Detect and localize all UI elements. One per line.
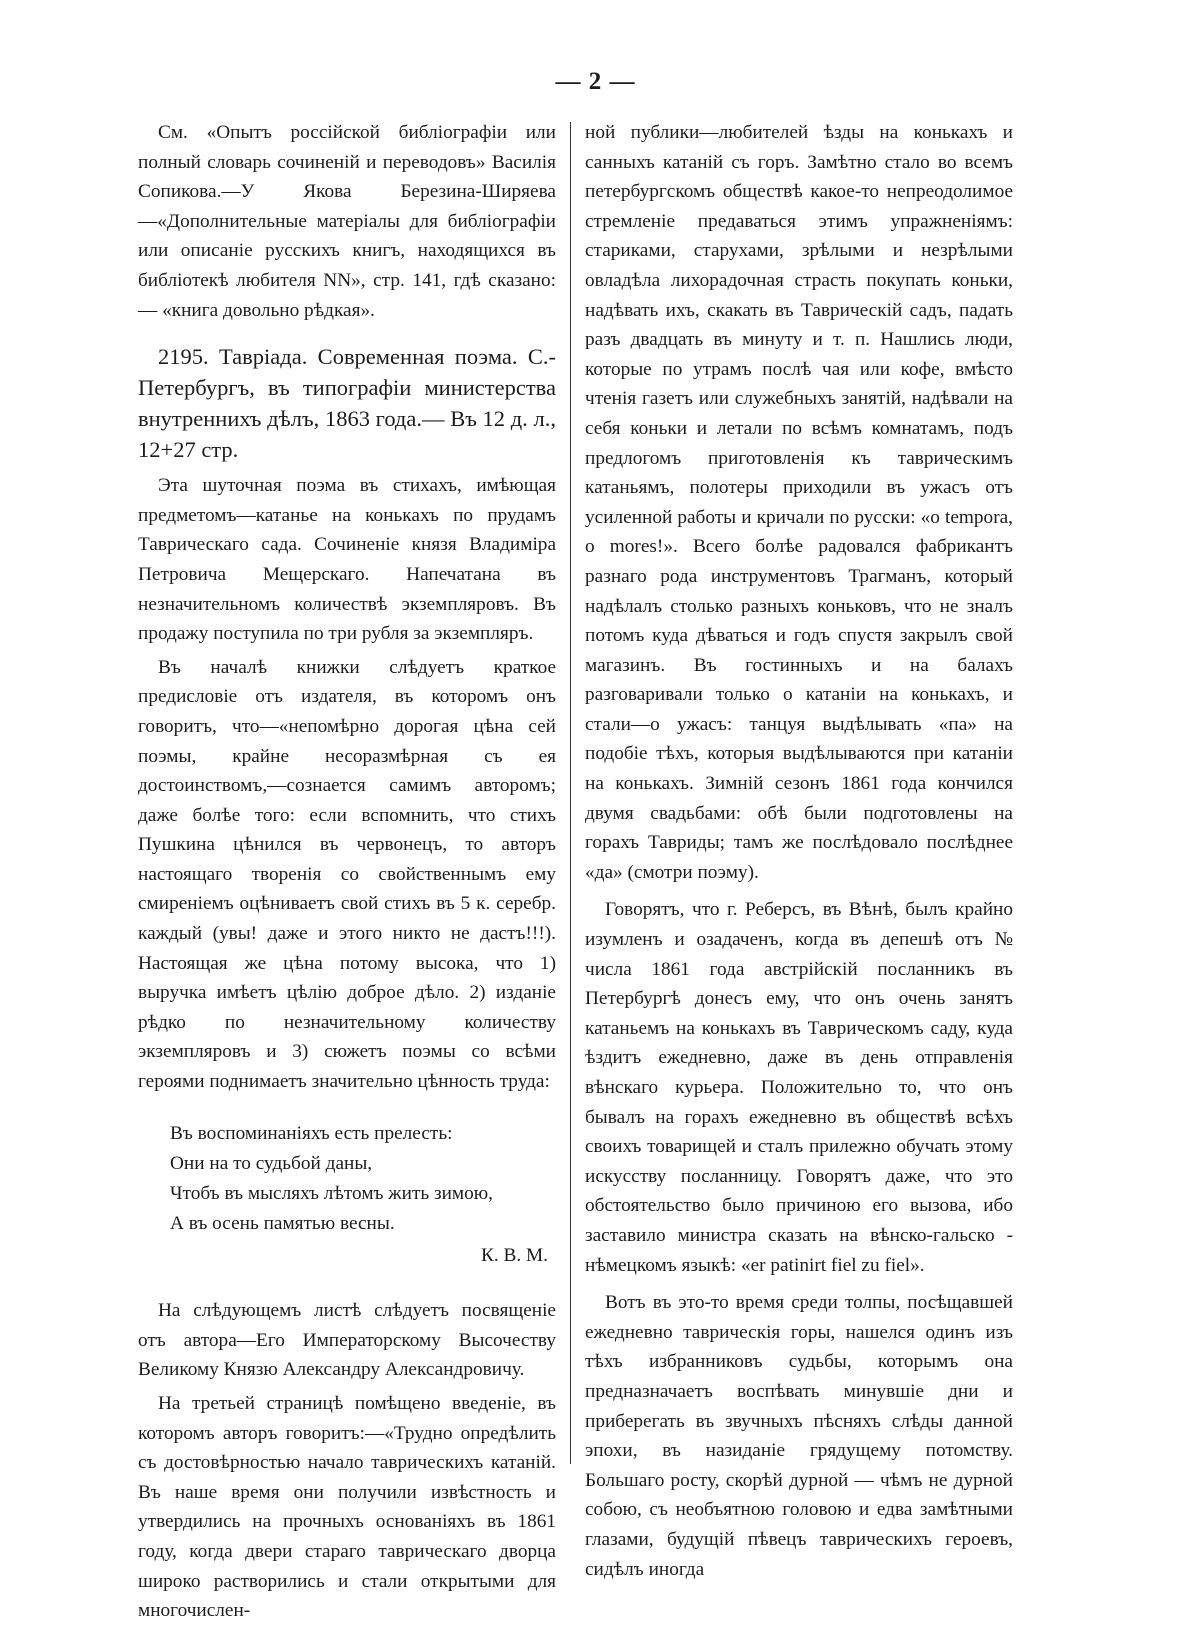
paragraph-introduction: На третьей страницѣ помѣщено введеніе, въ которомъ авторъ говоритъ:—«Трудно опредѣлить съ достовѣрностью начало таврическихъ катаній. Въ наше время они получили извѣстность и утвердились на прочныхъ основаніяхъ въ 1861 году, когда двери стараго таврическаго дворца широко растворились и стали открытыми для многочислен- (138, 1393, 556, 1622)
column-divider (570, 122, 571, 1464)
left-column (138, 118, 556, 1626)
paragraph-reference: См. «Опытъ россійской библіографіи или полный словарь сочиненій и переводовъ» Василія Сопикова.—У Якова Березина-Ширяева—«Дополнительные матеріалы для библіографіи или описаніе русскихъ книгъ, находящихся въ библіотекѣ любителя NN», стр. 141, гдѣ сказано: — «книга довольно рѣдкая». (138, 122, 556, 321)
page-number: — 2 — (555, 68, 636, 95)
verse-quote (170, 1119, 556, 1239)
paragraph-preface: Въ началѣ книжки слѣдуетъ краткое предисловіе отъ издателя, въ которомъ онъ говоритъ, что—«непомѣрно дорогая цѣна сей поэмы, крайне несоразмѣрная съ ея достоинствомъ,—сознается самимъ авторомъ; даже болѣе того: если вспомнить, что стихъ Пушкина цѣнился въ червонецъ, то авторъ настоящаго творенія со свойственнымъ ему смиреніемъ оцѣниваетъ свой стихъ въ 5 к. серебр. каждый (увы! даже и этого никто не дастъ!!!). Настоящая же цѣна потому высока, что 1) выручка имѣетъ цѣлію доброе дѣло. 2) изданіе рѣдко по незначительному количеству экземпляровъ и 3) сюжетъ поэмы со всѣми героями поднимаетъ значительно цѣнность труда: (138, 656, 556, 1093)
paragraph-description: Эта шуточная поэма въ стихахъ, имѣющая предметомъ—катанье на конькахъ по прудамъ Таврическаго сада. Сочиненіе князя Владиміра Петровича Мещерскаго. Напечатана въ незначительномъ количествѣ экземпляровъ. Въ продажу поступила по три рубля за экземпляръ. (138, 475, 556, 645)
paragraph-poet: Вотъ въ это-то время среди толпы, посѣщавшей ежедневно таврическія горы, нашелся одинъ изъ тѣхъ избранниковъ судьбы, которымъ она предназначаетъ воспѣвать минувшіе дни и приберегать въ звучныхъ пѣсняхъ слѣды данной эпохи, въ назиданіе грядущему потомству. Большаго росту, скорѣй дурной — чѣмъ не дурной собою, съ необъятною головою и едва замѣтными глазами, будущій пѣвецъ таврическихъ героевъ, сидѣлъ иногда (585, 1292, 1013, 1580)
verse-line: Въ воспоминаніяхъ есть прелесть: (170, 1122, 453, 1144)
entry-title: Тавріада. Современная поэма. С.-Петербургъ, въ типографіи министерства внутреннихъ дѣлъ, 1863 года.— Въ 12 д. л., 12+27 стр. (138, 344, 556, 463)
verse-line: Они на то судьбой даны, (170, 1152, 373, 1174)
right-column (585, 118, 1013, 1584)
entry-number: 2195. (158, 344, 209, 370)
paragraph-dedication: На слѣдующемъ листѣ слѣдуетъ посвященіе отъ автора—Его Императорскому Высочеству Великому Князю Александру Александровичу. (138, 1300, 556, 1381)
verse-line: А въ осень памятью весны. (170, 1212, 395, 1234)
paragraph-continuation: ной публики—любителей ѣзды на конькахъ и санныхъ катаній съ горъ. Замѣтно стало во всемъ петербургскомъ обществѣ какое-то непреодолимое стремленіе предаваться этимъ упражненіямъ: стариками, старухами, зрѣлыми и незрѣлыми овладѣла лихорадочная страсть покупать коньки, надѣвать ихъ, скакать въ Таврическій садъ, падать разъ двадцать въ минуту и т. п. Нашлись люди, которые по утрамъ послѣ чая или кофе, вмѣсто чтенія газетъ или служебныхъ занятій, надѣвали на себя коньки и летали по всѣмъ комнатамъ, подъ предлогомъ приготовленія къ таврическимъ катаньямъ, полотеры приходили въ ужасъ отъ усиленной работы и кричали по русски: «о tempora, o mores!». Всего болѣе радовался фабрикантъ разнаго рода инструментовъ Трагманъ, который надѣлалъ столько разныхъ коньковъ, что не зналъ потомъ куда дѣваться и годъ спустя закрылъ свой магазинъ. Въ гостинныхъ и на балахъ разговаривали только о катаніи на конькахъ, и стали—о ужасъ: танцуя выдѣлывать «па» на подобіе тѣхъ, которыя выдѣлываются при катаніи на конькахъ. Зимній сезонъ 1861 года кончился двумя свадьбами: обѣ были подготовлены на горахъ Тавриды; тамъ же послѣдовало послѣднее «да» (смотри поэму). (585, 122, 1013, 883)
paragraph-rumor: Говорятъ, что г. Реберсъ, въ Вѣнѣ, былъ крайно изумленъ и озадаченъ, когда въ депешѣ отъ № числа 1861 года австрійскій посланникъ въ Петербургѣ донесъ ему, что онъ очень занятъ катаньемъ на конькахъ въ Таврическомъ саду, куда ѣздитъ ежедневно, даже въ день отправленія вѣнскаго курьера. Положительно то, что онъ бывалъ на горахъ ежедневно въ обществѣ всѣхъ своихъ товарищей и сталъ прилежно обучать этому искусству посланницу. Говорятъ даже, что это обстоятельство было причиною его вызова, ибо заставило министра сказать на вѣнско-гальско - нѣмецкомъ языкѣ: «er patinirt fiel zu fiel». (585, 899, 1013, 1276)
verse-signature: К. В. М. (481, 1244, 548, 1266)
bibliography-entry (138, 341, 556, 465)
verse-line: Чтобъ въ мысляхъ лѣтомъ жить зимою, (170, 1182, 493, 1204)
